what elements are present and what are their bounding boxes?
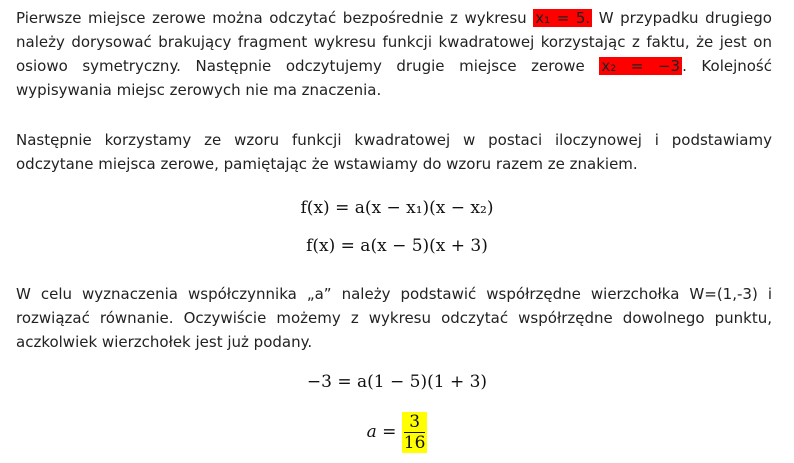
first-zero-highlight: x₁ = 5. bbox=[535, 9, 591, 27]
paragraph-text: . Kolejność wypisywania miejsc zerowych nie ma znaczenia. bbox=[16, 57, 772, 99]
formula-specific: f(x) = a(x − 5)(x + 3) bbox=[306, 236, 488, 256]
paragraph-zero-points bbox=[16, 6, 772, 102]
fraction-denominator: 16 bbox=[403, 433, 426, 453]
result-formula bbox=[0, 412, 794, 453]
paragraph-text: W przypadku drugiego należy dorysować brakujący fragment wykresu funkcji kwadratowej korzystając z faktu, że jest on osiowo symetryczny. Następnie odczytujemy drugie miejsce zerowe bbox=[16, 9, 772, 75]
paragraph-text: Pierwsze miejsce zerowe można odczytać bezpośrednie z wykresu bbox=[16, 9, 527, 27]
result-lhs: a = bbox=[366, 422, 397, 442]
result-fraction bbox=[402, 412, 428, 453]
paragraph-coefficient: W celu wyznaczenia współczynnika „a” należy podstawić współrzędne wierzchołka W=(1,-3) i rozwiązać równanie. Oczywiście możemy z wykresu odczytać współrzędne dowolnego punktu, aczkolwiek wierzchołek jest już podany. bbox=[16, 285, 772, 351]
fraction-numerator: 3 bbox=[404, 412, 426, 433]
equation-vertex: −3 = a(1 − 5)(1 + 3) bbox=[306, 372, 488, 392]
formula-general: f(x) = a(x − x₁)(x − x₂) bbox=[300, 198, 494, 218]
paragraph-factored-form: Następnie korzystamy ze wzoru funkcji kwadratowej w postaci iloczynowej i podstawiamy odczytane miejsca zerowe, pamiętając że wstawiamy do wzoru razem ze znakiem. bbox=[16, 131, 772, 173]
second-zero-highlight: x₂ = −3 bbox=[601, 57, 681, 75]
